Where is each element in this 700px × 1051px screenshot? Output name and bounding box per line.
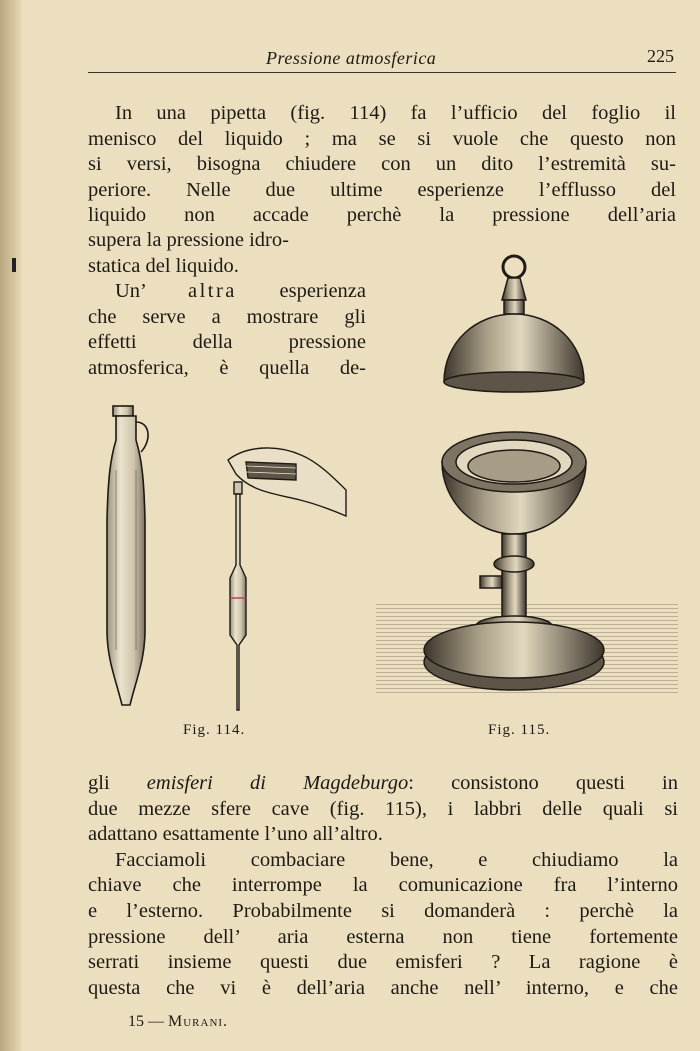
page-header [88, 44, 676, 73]
margin-mark [12, 258, 16, 272]
paragraph-magdeburg [88, 771, 678, 1001]
text-line: menisco del liquido ; ma se si vuole che questo non [88, 127, 676, 150]
text-line: e l’esterno. Probabilmente si domanderà : perchè la [88, 899, 678, 922]
text-line: liquido non accade perchè la pressione dell’aria [88, 204, 676, 227]
author-name: Murani. [168, 1013, 229, 1030]
figure-114-caption: Fig. 114. [183, 722, 246, 738]
text-line: questa che vi è dell’aria anche nell’ interno, e che [88, 976, 678, 999]
text-span: esperienza [236, 280, 366, 303]
text-span: gli [88, 772, 147, 794]
text-line: due mezze sfere cave (fig. 115), i labbri delle quali si [88, 797, 678, 820]
figure-115-illustration [376, 252, 678, 708]
figure-115-caption: Fig. 115. [488, 722, 551, 738]
pipette-drawing [228, 448, 346, 710]
italic-term: emisferi di Magdeburgo [146, 772, 409, 794]
page-footer-signature [128, 1013, 228, 1031]
text-line [88, 771, 678, 797]
text-line: Facciamoli combaciare bene, e chiudiamo la [115, 848, 678, 871]
text-line: chiave che interrompe la comunicazione fra l’interno [88, 874, 678, 897]
text-line: pressione dell’ aria esterna non tiene fortemente [88, 925, 678, 948]
figure-114-illustration [96, 400, 356, 716]
lower-hemisphere-drawing [424, 432, 604, 690]
text-line: In una pipetta (fig. 114) fa l’ufficio del foglio il [115, 102, 676, 124]
text-line: adattano esattamente l’uno all’altro. [88, 823, 383, 846]
text-line: periore. Nelle due ultime esperienze l’efflusso del [88, 178, 676, 201]
text-line: supera la pressione idro- [88, 229, 289, 251]
text-span: Un’ [115, 280, 188, 303]
paragraph-side-column [88, 228, 366, 382]
text-line: statica del liquido. [88, 254, 239, 277]
page-gutter-shadow [0, 0, 22, 1051]
text-line: effetti della pressione [88, 331, 366, 354]
text-line: che serve a mostrare gli [88, 305, 366, 328]
text-line: atmosferica, è quella de- [88, 356, 366, 379]
text-line: serrati insieme questi due emisferi ? La ragione è [88, 951, 678, 974]
spaced-word: altra [187, 280, 237, 303]
running-title: Pressione atmosferica [266, 48, 437, 68]
upper-hemisphere-drawing [444, 256, 584, 392]
page-number: 225 [647, 46, 674, 66]
text-span: : consistono questi in [408, 772, 678, 794]
signature-number: 15 — [128, 1013, 164, 1030]
text-line: si versi, bisogna chiudere con un dito l’estremità su- [88, 153, 676, 176]
text-line [88, 279, 366, 305]
paragraph-pipette [88, 101, 676, 229]
flask-drawing [107, 406, 148, 705]
